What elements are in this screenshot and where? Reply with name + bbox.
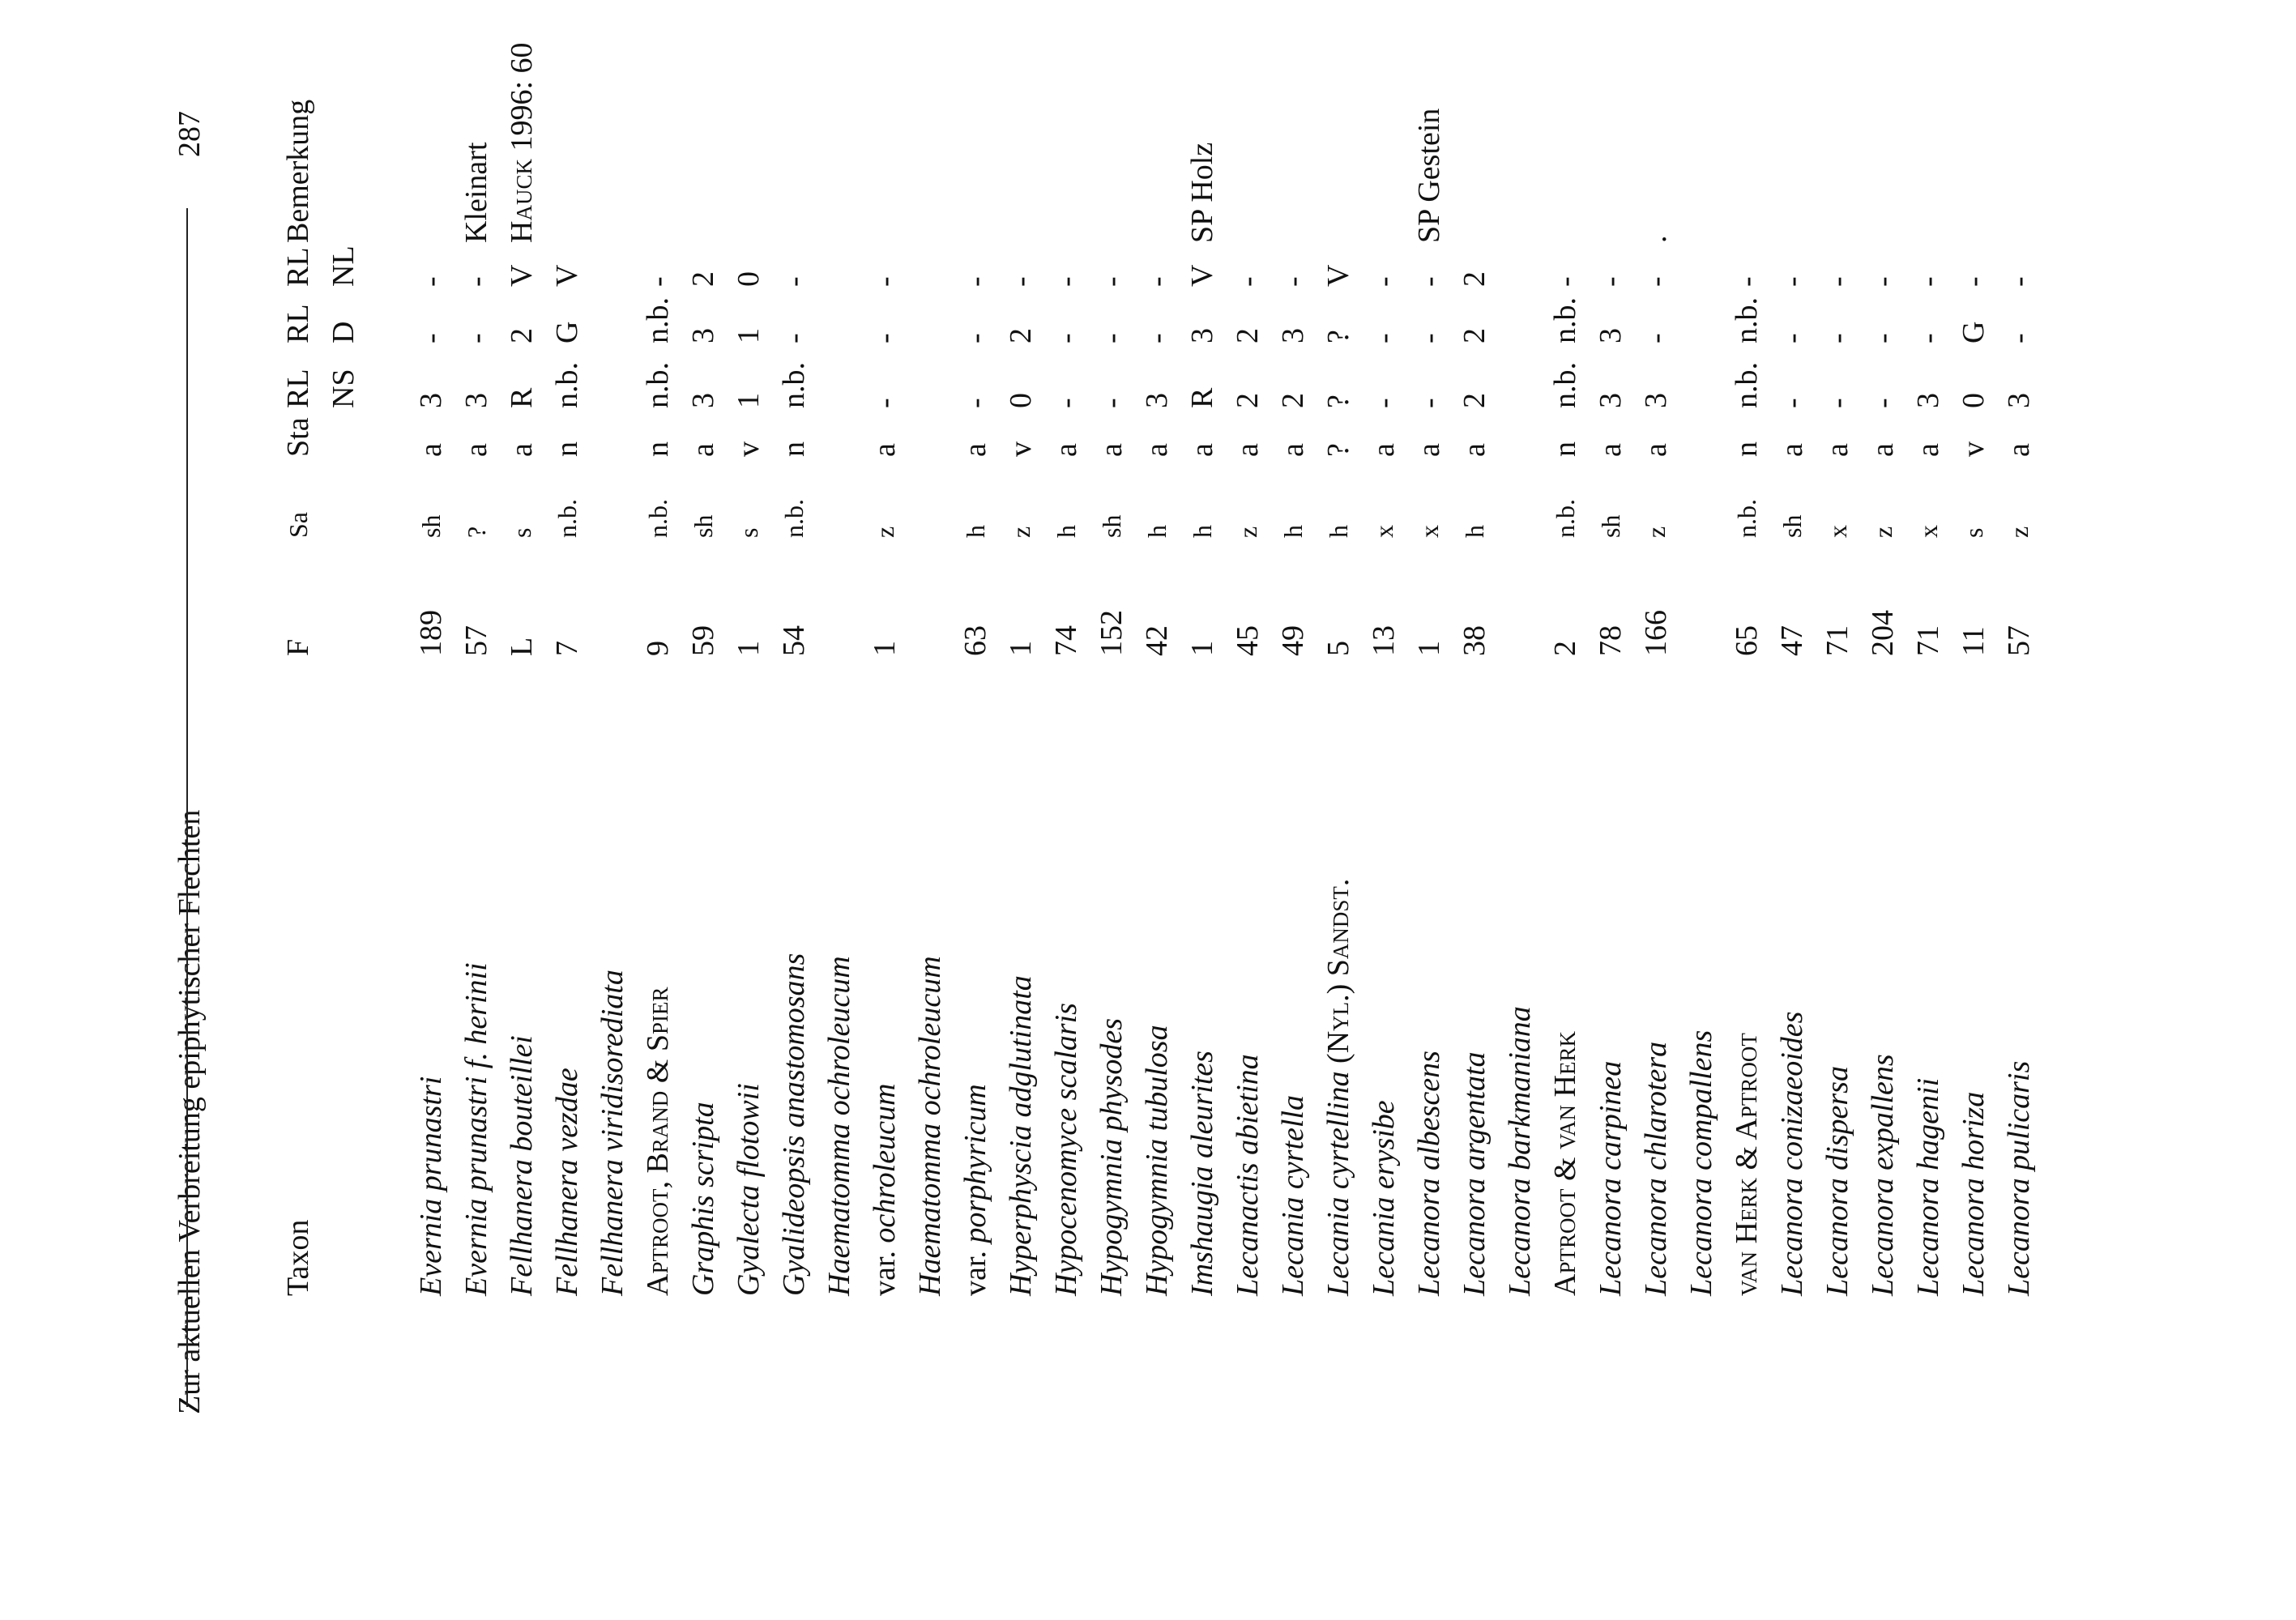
- cell-rl-nl: -: [1594, 276, 1628, 287]
- cell-rl-nl: V: [1321, 264, 1355, 287]
- column-header-rl-ns-bottom: NS: [326, 369, 361, 408]
- cell-sta: v: [1957, 441, 1991, 457]
- running-header-title: Zur aktuellen Verbreitung epiphytischer Flechten: [173, 809, 207, 1414]
- cell-taxon: Lecanora compallens: [1684, 1030, 1718, 1296]
- cell-sa: s: [507, 527, 536, 538]
- cell-sa: h: [1052, 525, 1081, 538]
- cell-taxon: Hypogymnia physodes: [1095, 1018, 1129, 1296]
- cell-rl-nl: -: [1276, 276, 1310, 287]
- cell-sa: z: [1233, 526, 1262, 538]
- cell-rl-d: 2: [1004, 328, 1038, 343]
- cell-sta: a: [459, 443, 493, 457]
- cell-rl-d: -: [777, 333, 811, 343]
- column-header-rl-ns-top: RL: [281, 369, 315, 408]
- column-header-rl-nl-bottom: NL: [326, 245, 361, 287]
- cell-sta: a: [1820, 443, 1854, 457]
- cell-rl-ns: 3: [686, 393, 720, 408]
- cell-rl-nl: V: [505, 264, 539, 287]
- cell-rl-d: -: [1049, 333, 1083, 343]
- cell-rl-nl: -: [1140, 276, 1174, 287]
- cell-taxon: Hypogymnia tubulosa: [1140, 1025, 1174, 1296]
- cell-rl-d: -: [414, 333, 448, 343]
- cell-taxon: Lecanora argentata: [1457, 1051, 1492, 1296]
- cell-sta: a: [1231, 443, 1265, 457]
- cell-sa: h: [1324, 525, 1353, 538]
- cell-sta: a: [1594, 443, 1628, 457]
- cell-sta: a: [505, 443, 539, 457]
- cell-taxon: Gyalecta flotowii: [732, 1083, 766, 1296]
- cell-rl-ns: 2: [1276, 393, 1310, 408]
- cell-f: 11: [1957, 626, 1991, 656]
- cell-taxon: Fellhanera viridisorediata: [595, 970, 629, 1296]
- cell-sta: n: [777, 441, 811, 457]
- cell-rl-d: 3: [1594, 328, 1628, 343]
- cell-rl-ns: 3: [1140, 393, 1174, 408]
- cell-rl-d: 1: [732, 328, 766, 343]
- cell-taxon: Imshaugia aleurites: [1185, 1051, 1219, 1296]
- cell-sta: n: [550, 441, 584, 457]
- cell-f: 54: [777, 625, 811, 656]
- cell-sa: z: [870, 526, 899, 538]
- cell-rl-d: -: [1775, 333, 1809, 343]
- cell-f: 166: [1639, 610, 1673, 656]
- cell-sta: a: [1276, 443, 1310, 457]
- cell-rl-nl: -: [1412, 276, 1446, 287]
- cell-rl-d: ?: [1321, 330, 1355, 343]
- cell-sa: x: [1369, 525, 1398, 538]
- cell-sta: a: [1412, 443, 1446, 457]
- cell-sa: z: [1868, 526, 1897, 538]
- cell-rl-nl: -: [1367, 276, 1401, 287]
- cell-taxon: Evernia prunastri: [414, 1076, 448, 1296]
- cell-rl-d: -: [1095, 333, 1129, 343]
- cell-taxon: Lecanora barkmaniana: [1503, 1006, 1537, 1296]
- column-header-sta: Sta: [281, 417, 315, 457]
- cell-sta: a: [1049, 443, 1083, 457]
- cell-taxon: Lecanora carpinea: [1594, 1060, 1628, 1296]
- cell-taxon: Lecanora dispersa: [1820, 1066, 1854, 1296]
- cell-sta: a: [1911, 443, 1945, 457]
- cell-sta: n: [1548, 441, 1582, 457]
- cell-rl-ns: 2: [1231, 393, 1265, 408]
- cell-sa: z: [1641, 526, 1671, 538]
- cell-rl-ns: 3: [1594, 393, 1628, 408]
- column-header-rl-d-bottom: D: [326, 321, 361, 343]
- cell-rl-nl: V: [1185, 264, 1219, 287]
- cell-sa: h: [1188, 525, 1217, 538]
- cell-rl-nl: -: [641, 276, 675, 287]
- cell-rl-ns: -: [1866, 398, 1900, 408]
- cell-rl-ns: n.b.: [550, 362, 584, 408]
- cell-rl-ns: -: [958, 398, 992, 408]
- cell-sa: z: [2004, 526, 2034, 538]
- cell-taxon: Lecania cyrtellina (Nyl.) Sandst.: [1321, 878, 1355, 1296]
- cell-f: 57: [2002, 625, 2036, 656]
- cell-rl-ns: -: [868, 398, 902, 408]
- cell-f: 9: [641, 641, 675, 656]
- cell-taxon: Lecanora horiza: [1957, 1091, 1991, 1296]
- cell-sa: n.b.: [553, 499, 582, 538]
- cell-sta: a: [1775, 443, 1809, 457]
- cell-sta: a: [1367, 443, 1401, 457]
- cell-rl-d: 2: [1457, 328, 1492, 343]
- cell-sta: a: [1639, 443, 1673, 457]
- cell-rl-ns: -: [1367, 398, 1401, 408]
- cell-sta: ?: [1321, 443, 1355, 457]
- cell-sa: ?: [462, 526, 491, 538]
- cell-taxon: Lecania cyrtella: [1276, 1095, 1310, 1296]
- cell-rl-ns: -: [1412, 398, 1446, 408]
- cell-sa: sh: [1777, 514, 1807, 538]
- cell-sa: sh: [1596, 514, 1625, 538]
- cell-rl-d: -: [1911, 333, 1945, 343]
- cell-f: 57: [459, 625, 493, 656]
- cell-rl-ns: 3: [2002, 393, 2036, 408]
- cell-f: 5: [1321, 641, 1355, 656]
- cell-rl-d: -: [459, 333, 493, 343]
- cell-rl-ns: R: [1185, 387, 1219, 408]
- cell-taxon: var. ochroleucum: [868, 1083, 902, 1296]
- cell-f: 13: [1367, 625, 1401, 656]
- cell-rl-d: n.b.: [641, 297, 675, 343]
- cell-rl-d: -: [1639, 333, 1673, 343]
- cell-rl-nl: -: [777, 276, 811, 287]
- cell-sta: a: [2002, 443, 2036, 457]
- cell-f: L: [505, 637, 539, 656]
- cell-rl-nl: -: [1095, 276, 1129, 287]
- cell-sta: a: [958, 443, 992, 457]
- cell-sa: h: [1278, 525, 1308, 538]
- cell-f: 47: [1775, 625, 1809, 656]
- cell-f: 1: [1185, 641, 1219, 656]
- cell-rl-d: -: [1140, 333, 1174, 343]
- cell-taxon: Fellhanera vezdae: [550, 1068, 584, 1296]
- cell-taxon: var. porphyricum: [958, 1084, 992, 1296]
- cell-f: 74: [1049, 625, 1083, 656]
- cell-f: 1: [1004, 641, 1038, 656]
- cell-rl-d: -: [2002, 333, 2036, 343]
- cell-rl-d: 3: [686, 328, 720, 343]
- cell-taxon: Lecanora conizaeoides: [1775, 1011, 1809, 1296]
- cell-rl-ns: 3: [414, 393, 448, 408]
- cell-sa: s: [734, 527, 763, 538]
- cell-f: 59: [686, 625, 720, 656]
- cell-f: 42: [1140, 625, 1174, 656]
- cell-rl-ns: 3: [459, 393, 493, 408]
- cell-taxon: Graphis scripta: [686, 1102, 720, 1296]
- column-header-f: F: [281, 638, 315, 656]
- page-number: 287: [173, 111, 207, 157]
- cell-taxon: Lecanactis abietina: [1231, 1054, 1265, 1296]
- cell-taxon: Lecanora pulicaris: [2002, 1060, 2036, 1296]
- cell-f: 1: [868, 641, 902, 656]
- cell-taxon: Haematomma ochroleucum: [913, 956, 947, 1296]
- cell-f: 71: [1911, 625, 1945, 656]
- cell-sta: n: [641, 441, 675, 457]
- cell-rl-ns: n.b.: [1548, 362, 1582, 408]
- cell-f: 152: [1095, 610, 1129, 656]
- cell-taxon: Evernia prunastri f. herinii: [459, 962, 493, 1296]
- cell-rl-nl: -: [1957, 276, 1991, 287]
- cell-f: 49: [1276, 625, 1310, 656]
- cell-rl-d: G: [1957, 321, 1991, 343]
- cell-sa: s: [1959, 527, 1988, 538]
- cell-rl-d: 2: [1231, 328, 1265, 343]
- cell-taxon: Hypocenomyce scalaris: [1049, 1003, 1083, 1296]
- cell-rl-nl: -: [1775, 276, 1809, 287]
- column-header-rl-d-top: RL: [281, 304, 315, 343]
- cell-rl-nl: -: [1004, 276, 1038, 287]
- cell-sa: h: [1142, 525, 1171, 538]
- cell-taxon: Lecanora chlarotera: [1639, 1041, 1673, 1296]
- cell-sta: v: [1004, 441, 1038, 457]
- cell-rl-nl: 2: [686, 271, 720, 287]
- cell-rl-nl: -: [459, 276, 493, 287]
- cell-rl-nl: -: [1231, 276, 1265, 287]
- cell-taxon: Fellhanera bouteillei: [505, 1035, 539, 1296]
- cell-taxon: Lecanora expallens: [1866, 1054, 1900, 1296]
- cell-sta: a: [686, 443, 720, 457]
- cell-rl-ns: 2: [1457, 393, 1492, 408]
- column-header-rl-nl-top: RL: [281, 247, 315, 287]
- cell-f: 38: [1457, 625, 1492, 656]
- cell-taxon: Aptroot, Brand & Spier: [641, 987, 675, 1296]
- cell-rl-ns: 1: [732, 393, 766, 408]
- cell-sta: v: [732, 441, 766, 457]
- cell-taxon: Haematomma ochroleucum: [822, 956, 856, 1296]
- cell-rl-nl: 0: [732, 271, 766, 287]
- cell-rl-nl: 2: [1457, 271, 1492, 287]
- cell-sa: x: [1415, 525, 1444, 538]
- cell-rl-ns: -: [1049, 398, 1083, 408]
- cell-f: 204: [1866, 610, 1900, 656]
- cell-rl-d: -: [868, 333, 902, 343]
- cell-rl-nl: -: [958, 276, 992, 287]
- cell-rl-nl: -: [1730, 276, 1764, 287]
- cell-sta: a: [868, 443, 902, 457]
- cell-sa: h: [961, 525, 990, 538]
- cell-sta: a: [1866, 443, 1900, 457]
- cell-sa: sh: [689, 514, 718, 538]
- cell-sa: n.b.: [779, 499, 809, 538]
- cell-bemerkung: Hauck 1996: 60: [505, 42, 539, 243]
- cell-rl-nl: -: [2002, 276, 2036, 287]
- cell-rl-d: -: [958, 333, 992, 343]
- cell-rl-ns: n.b.: [777, 362, 811, 408]
- cell-rl-nl: -: [1639, 276, 1673, 287]
- cell-sta: n: [1730, 441, 1764, 457]
- cell-taxon: van Herk & Aptroot: [1730, 1033, 1764, 1296]
- cell-rl-nl: -: [1548, 276, 1582, 287]
- cell-rl-ns: 3: [1639, 393, 1673, 408]
- cell-sa: x: [1914, 525, 1943, 538]
- cell-sta: a: [1185, 443, 1219, 457]
- cell-rl-ns: n.b.: [641, 362, 675, 408]
- cell-sa: sh: [416, 514, 446, 538]
- cell-rl-d: G: [550, 321, 584, 343]
- cell-bemerkung: SP Holz: [1185, 142, 1219, 243]
- cell-sa: x: [1823, 525, 1852, 538]
- cell-rl-nl: -: [868, 276, 902, 287]
- cell-f: 189: [414, 610, 448, 656]
- cell-taxon: Aptroot & van Herk: [1548, 1031, 1582, 1296]
- column-header-taxon: Taxon: [281, 1219, 315, 1296]
- cell-rl-ns: -: [1775, 398, 1809, 408]
- cell-f: 45: [1231, 625, 1265, 656]
- cell-sta: a: [1457, 443, 1492, 457]
- cell-rl-nl: V: [550, 264, 584, 287]
- column-header-bemerkung: Bemerkung: [281, 99, 315, 243]
- cell-sa: n.b.: [1551, 499, 1580, 538]
- cell-rl-nl: -: [1866, 276, 1900, 287]
- cell-f: 1: [1412, 641, 1446, 656]
- cell-rl-d: 2: [505, 328, 539, 343]
- column-header-sa: Sa: [284, 512, 313, 538]
- cell-sta: a: [414, 443, 448, 457]
- cell-taxon: Lecanora albescens: [1412, 1051, 1446, 1296]
- cell-sa: sh: [1097, 514, 1126, 538]
- cell-rl-nl: -: [1911, 276, 1945, 287]
- cell-rl-d: 3: [1185, 328, 1219, 343]
- cell-sta: a: [1095, 443, 1129, 457]
- cell-sa: z: [1006, 526, 1035, 538]
- cell-sa: n.b.: [643, 499, 672, 538]
- cell-f: 7: [550, 641, 584, 656]
- cell-rl-ns: 3: [1911, 393, 1945, 408]
- cell-rl-ns: -: [1095, 398, 1129, 408]
- header-rule: [186, 208, 188, 1407]
- cell-bemerkung: .: [1639, 235, 1673, 243]
- cell-sta: a: [1140, 443, 1174, 457]
- cell-sa: h: [1460, 525, 1489, 538]
- cell-rl-ns: 0: [1004, 393, 1038, 408]
- cell-rl-d: -: [1412, 333, 1446, 343]
- cell-rl-d: n.b.: [1730, 297, 1764, 343]
- cell-bemerkung: Kleinart: [459, 142, 493, 243]
- cell-f: 65: [1730, 625, 1764, 656]
- cell-rl-nl: -: [1049, 276, 1083, 287]
- cell-rl-d: -: [1367, 333, 1401, 343]
- cell-taxon: Lecanora hagenii: [1911, 1077, 1945, 1296]
- cell-rl-d: -: [1820, 333, 1854, 343]
- cell-taxon: Hyperphyscia adglutinata: [1004, 975, 1038, 1296]
- cell-rl-d: -: [1866, 333, 1900, 343]
- cell-rl-ns: n.b.: [1730, 362, 1764, 408]
- cell-bemerkung: SP Gestein: [1412, 108, 1446, 243]
- cell-rl-d: 3: [1276, 328, 1310, 343]
- cell-taxon: Lecania erysibe: [1367, 1100, 1401, 1296]
- cell-f: 1: [732, 641, 766, 656]
- cell-rl-ns: -: [1820, 398, 1854, 408]
- cell-f: 63: [958, 625, 992, 656]
- cell-rl-nl: -: [414, 276, 448, 287]
- cell-sa: n.b.: [1732, 499, 1761, 538]
- cell-rl-nl: -: [1820, 276, 1854, 287]
- cell-f: 78: [1594, 625, 1628, 656]
- cell-f: 2: [1548, 641, 1582, 656]
- cell-rl-d: n.b.: [1548, 297, 1582, 343]
- cell-rl-ns: ?: [1321, 394, 1355, 408]
- cell-rl-ns: R: [505, 387, 539, 408]
- cell-f: 71: [1820, 625, 1854, 656]
- cell-rl-ns: 0: [1957, 393, 1991, 408]
- cell-taxon: Gyalideopsis anastomosans: [777, 953, 811, 1296]
